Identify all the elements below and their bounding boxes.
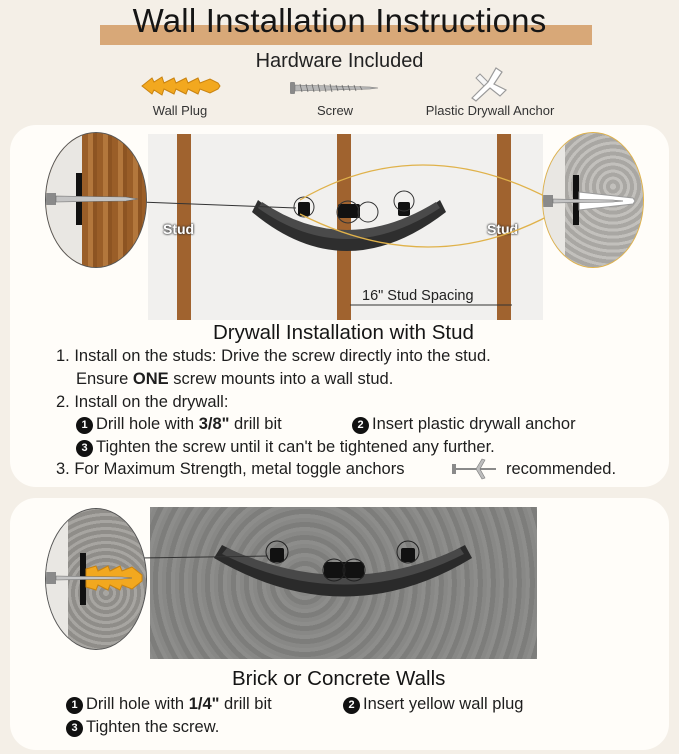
concrete-step-c: 3 Tighten the screw. <box>66 718 219 737</box>
page-title: Wall Installation Instructions <box>132 2 547 39</box>
anchor-screw-icon <box>543 188 643 214</box>
wall-plug-label: Wall Plug <box>152 103 208 118</box>
toggle-anchor-icon <box>452 457 498 481</box>
stud-label-left: Stud <box>163 221 195 237</box>
concrete-heading: Brick or Concrete Walls <box>232 667 446 690</box>
drywall-step2-a: 1 Drill hole with 3/8" drill bit <box>76 415 282 434</box>
stud-detail-circle <box>45 132 147 268</box>
concrete-step-a: 1 Drill hole with 1/4" drill bit <box>66 695 272 714</box>
drywall-heading: Drywall Installation with Stud <box>213 321 474 344</box>
screw-label: Screw <box>316 103 354 118</box>
drywall-anchor-label: Plastic Drywall Anchor <box>425 103 555 118</box>
stud-screw-icon <box>46 188 146 210</box>
drywall-step1-line2: Ensure ONE screw mounts into a wall stud. <box>76 370 394 388</box>
step-number-badge: 1 <box>76 417 93 434</box>
hardware-subtitle: Hardware Included <box>255 50 424 72</box>
wall-plug-icon <box>140 74 222 98</box>
stud-spacing-label: 16" Stud Spacing <box>362 288 474 304</box>
step-number-badge: 3 <box>66 720 83 737</box>
stud-label-right: Stud <box>487 221 519 237</box>
drywall-step2-b: 2 Insert plastic drywall anchor <box>352 415 576 434</box>
drywall-step2-title: 2. Install on the drywall: <box>56 393 229 411</box>
concrete-detail-circle <box>45 508 147 650</box>
drywall-anchor-icon <box>466 64 510 102</box>
step-number-badge: 1 <box>66 697 83 714</box>
drywall-step1-line1: 1. Install on the studs: Drive the screw directly into the stud. <box>56 347 491 365</box>
step-number-badge: 2 <box>352 417 369 434</box>
drywall-step3: 3. For Maximum Strength, metal toggle anchors <box>56 460 405 478</box>
concrete-step-b: 2 Insert yellow wall plug <box>343 695 524 714</box>
drywall-step2-c: 3 Tighten the screw until it can't be tightened any further. <box>76 438 495 457</box>
anchor-detail-circle <box>542 132 644 268</box>
screw-icon <box>290 80 380 96</box>
step-number-badge: 3 <box>76 440 93 457</box>
drywall-step3-recommended: recommended. <box>506 460 617 478</box>
wall-plug-detail-icon <box>46 563 146 593</box>
step-number-badge: 2 <box>343 697 360 714</box>
